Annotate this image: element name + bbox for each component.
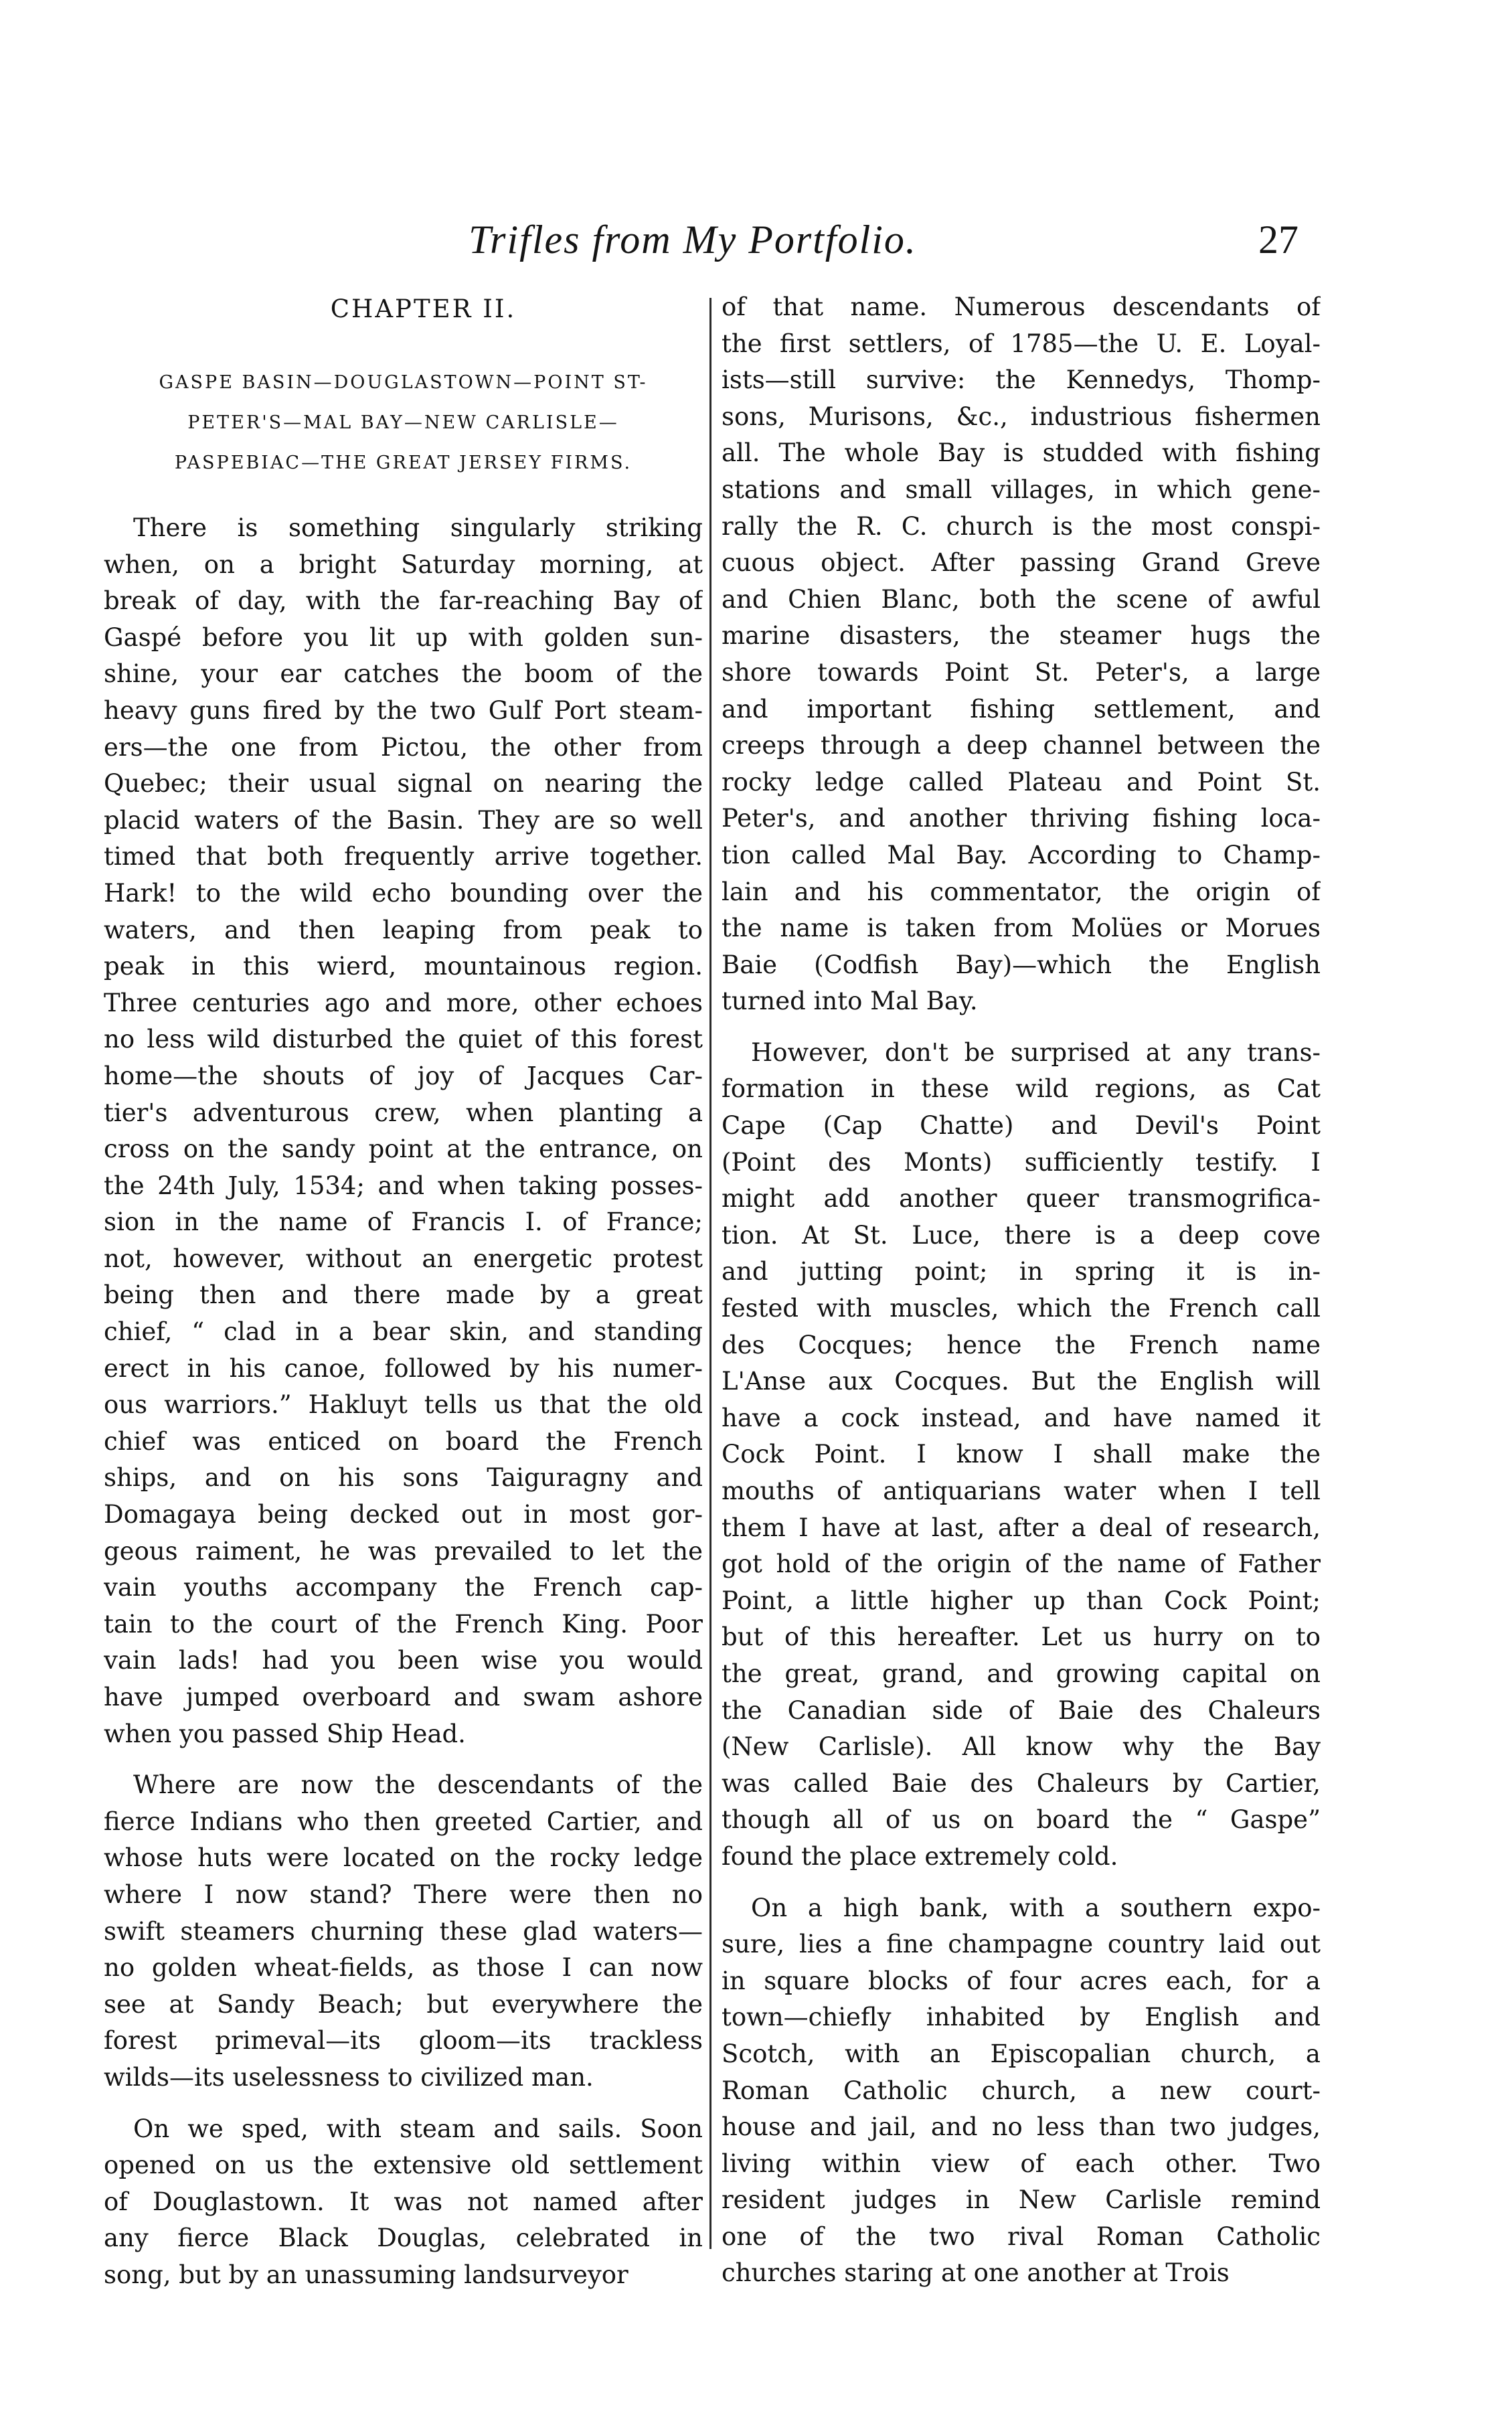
text-line: sons, Murisons, &c., industrious fishermen xyxy=(722,402,1321,431)
text-line: Quebec; their usual signal on nearing the xyxy=(104,769,703,799)
text-line: erect in his canoe, followed by his numer- xyxy=(104,1353,703,1383)
text-line: all. The whole Bay is studded with fishing xyxy=(722,438,1321,468)
paragraph xyxy=(104,1767,703,2096)
text-line: timed that both frequently arrive together. xyxy=(104,842,703,871)
text-line: heavy guns fired by the two Gulf Port steam- xyxy=(104,695,703,725)
right-column-body xyxy=(722,289,1321,2292)
text-line: forest primeval—its gloom—its trackless xyxy=(104,2026,703,2056)
text-line: opened on us the extensive old settlement xyxy=(104,2151,703,2180)
column-divider xyxy=(709,298,711,2249)
chapter-heading: CHAPTER II. xyxy=(330,295,517,323)
chapter-subtitle-line: PASPEBIAC—THE GREAT JERSEY FIRMS. xyxy=(174,452,633,473)
text-line: song, but by an unassuming landsurveyor xyxy=(104,2260,628,2289)
paragraph xyxy=(722,1890,1321,2293)
text-line: creeps through a deep channel between the xyxy=(722,731,1321,760)
text-line: town—chiefly inhabited by English and xyxy=(722,2003,1321,2032)
text-line: when, on a bright Saturday morning, at xyxy=(104,550,703,579)
text-line: geous raiment, he was prevailed to let the xyxy=(104,1536,703,1566)
text-line: when you passed Ship Head. xyxy=(104,1719,466,1748)
text-line: break of day, with the far-reaching Bay of xyxy=(104,586,703,616)
text-line: placid waters of the Basin. They are so well xyxy=(104,805,703,835)
text-line: resident judges in New Carlisle remind xyxy=(722,2185,1321,2215)
text-line: shore towards Point St. Peter's, a large xyxy=(722,657,1321,687)
right-column xyxy=(722,289,1321,2292)
running-title: Trifles from My Portfolio. xyxy=(469,218,917,262)
text-line: waters, and then leaping from peak to xyxy=(104,915,703,944)
text-line: There is something singularly striking xyxy=(133,513,703,542)
text-line: shine, your ear catches the boom of the xyxy=(104,659,703,689)
text-line: ers—the one from Pictou, the other from xyxy=(104,732,703,762)
text-line: Peter's, and another thriving fishing loca- xyxy=(722,804,1321,833)
text-line: mouths of antiquarians water when I tell xyxy=(722,1477,1321,1505)
text-line: ists—still survive: the Kennedys, Thomp- xyxy=(722,365,1321,395)
text-line: not, however, without an energetic protest xyxy=(104,1244,703,1273)
text-line: sure, lies a fine champagne country laid out xyxy=(722,1930,1321,1959)
text-line: was called Baie des Chaleurs by Cartier, xyxy=(722,1768,1321,1798)
chapter-subtitle-line: PETER'S—MAL BAY—NEW CARLISLE— xyxy=(187,412,619,433)
text-line: churches staring at one another at Trois xyxy=(722,2258,1230,2288)
chapter-subtitle-line: GASPE BASIN—DOUGLASTOWN—POINT ST- xyxy=(159,372,648,393)
text-line: Cape (Cap Chatte) and Devil's Point xyxy=(722,1111,1321,1141)
text-line: Three centuries ago and more, other echoes xyxy=(104,988,703,1017)
text-line: Gaspé before you lit up with golden sun- xyxy=(104,622,703,652)
text-line: found the place extremely cold. xyxy=(722,1841,1118,1871)
text-line: vain youths accompany the French cap- xyxy=(104,1573,703,1602)
paragraph xyxy=(104,510,703,1752)
text-line: have jumped overboard and swam ashore xyxy=(104,1683,703,1712)
text-line: (Point des Monts) sufficiently testify. I xyxy=(722,1147,1321,1177)
text-line: and important fishing settlement, and xyxy=(722,694,1321,724)
text-line: one of the two rival Roman Catholic xyxy=(722,2222,1321,2251)
text-line: the great, grand, and growing capital on xyxy=(722,1659,1321,1688)
text-line: L'Anse aux Cocques. But the English will xyxy=(722,1367,1321,1396)
text-line: the name is taken from Molües or Morues xyxy=(722,914,1321,943)
text-line: On we sped, with steam and sails. Soon xyxy=(133,2114,703,2143)
paragraph xyxy=(104,2111,703,2294)
text-line: chief, “ clad in a bear skin, and standing xyxy=(104,1317,703,1347)
text-line: see at Sandy Beach; but everywhere the xyxy=(104,1989,703,2019)
text-line: Point, a little higher up than Cock Point; xyxy=(722,1586,1321,1615)
text-line: lain and his commentator, the origin of xyxy=(722,877,1321,906)
text-line: where I now stand? There were then no xyxy=(104,1880,703,1909)
text-line: tier's adventurous crew, when planting a xyxy=(104,1098,703,1127)
text-line: fested with muscles, which the French call xyxy=(722,1294,1321,1323)
text-line: (New Carlisle). All know why the Bay xyxy=(722,1732,1321,1762)
text-line: wilds—its uselessness to civilized man. xyxy=(104,2062,594,2092)
text-line: living within view of each other. Two xyxy=(722,2149,1321,2178)
text-line: house and jail, and no less than two judges, xyxy=(722,2112,1321,2142)
text-line: might add another queer transmogrifica- xyxy=(722,1184,1321,1214)
text-line: of that name. Numerous descendants of xyxy=(722,293,1321,321)
text-line: but of this hereafter. Let us hurry on to xyxy=(722,1622,1321,1652)
text-line: and Chien Blanc, both the scene of awful xyxy=(722,584,1321,614)
paragraph xyxy=(722,289,1321,1020)
left-column-body xyxy=(104,510,703,2294)
text-line: of Douglastown. It was not named after xyxy=(104,2187,703,2216)
text-line: tain to the court of the French King. Poor xyxy=(104,1609,703,1639)
text-line: Where are now the descendants of the xyxy=(133,1770,703,1800)
text-line: ous warriors.” Hakluyt tells us that the old xyxy=(104,1390,703,1420)
text-line: no golden wheat-fields, as those I can now xyxy=(104,1953,703,1983)
text-line: the Canadian side of Baie des Chaleurs xyxy=(722,1695,1321,1725)
text-line: home—the shouts of joy of Jacques Car- xyxy=(104,1061,703,1090)
text-line: whose huts were located on the rocky ledge xyxy=(104,1843,703,1873)
text-line: stations and small villages, in which gene- xyxy=(722,475,1321,504)
text-line: no less wild disturbed the quiet of this forest xyxy=(104,1025,703,1054)
text-line: the first settlers, of 1785—the U. E. Loyal- xyxy=(722,329,1321,358)
text-line: though all of us on board the “ Gaspe” xyxy=(722,1805,1321,1835)
text-line: cross on the sandy point at the entrance, on xyxy=(104,1135,703,1164)
page-number: 27 xyxy=(1258,218,1298,262)
text-line: the 24th July, 1534; and when taking posses- xyxy=(104,1171,703,1200)
text-line: Baie (Codfish Bay)—which the English xyxy=(722,950,1321,979)
text-line: However, don't be surprised at any trans- xyxy=(751,1037,1321,1067)
paragraph xyxy=(722,1035,1321,1876)
text-line: peak in this wierd, mountainous region. xyxy=(104,952,703,981)
running-head xyxy=(0,213,1512,266)
text-line: rocky ledge called Plateau and Point St. xyxy=(722,767,1321,797)
text-line: turned into Mal Bay. xyxy=(722,987,978,1016)
text-line: Cock Point. I know I shall make the xyxy=(722,1440,1321,1469)
chapter-subtitle xyxy=(104,363,703,483)
text-line: marine disasters, the steamer hugs the xyxy=(722,621,1321,651)
text-line: got hold of the origin of the name of Father xyxy=(722,1550,1321,1579)
text-line: Domagaya being decked out in most gor- xyxy=(104,1500,703,1529)
text-line: ships, and on his sons Taiguragny and xyxy=(104,1463,703,1493)
text-line: rally the R. C. church is the most conspi- xyxy=(722,511,1321,541)
text-line: tion called Mal Bay. According to Champ- xyxy=(722,840,1321,869)
text-line: any fierce Black Douglas, celebrated in xyxy=(104,2224,703,2253)
text-line: cuous object. After passing Grand Greve xyxy=(722,548,1321,578)
text-line: On a high bank, with a southern expo- xyxy=(751,1893,1321,1922)
text-line: them I have at last, after a deal of research, xyxy=(722,1513,1321,1542)
text-line: vain lads! had you been wise you would xyxy=(104,1646,703,1675)
text-line: have a cock instead, and have named it xyxy=(722,1403,1321,1432)
text-line: des Cocques; hence the French name xyxy=(722,1330,1321,1359)
text-line: Scotch, with an Episcopalian church, a xyxy=(722,2039,1321,2068)
text-line: chief was enticed on board the French xyxy=(104,1426,703,1456)
text-line: in square blocks of four acres each, for a xyxy=(722,1966,1321,1995)
left-column xyxy=(104,289,703,2294)
text-line: and jutting point; in spring it is in- xyxy=(722,1257,1321,1286)
text-line: formation in these wild regions, as Cat xyxy=(722,1074,1321,1104)
text-line: swift steamers churning these glad waters— xyxy=(104,1916,703,1946)
text-line: tion. At St. Luce, there is a deep cove xyxy=(722,1220,1321,1250)
text-line: Roman Catholic church, a new court- xyxy=(722,2076,1321,2105)
text-line: sion in the name of Francis I. of France; xyxy=(104,1208,703,1237)
text-line: fierce Indians who then greeted Cartier, and xyxy=(104,1807,703,1836)
text-line: Hark! to the wild echo bounding over the xyxy=(104,878,703,908)
text-line: being then and there made by a great xyxy=(104,1280,703,1310)
